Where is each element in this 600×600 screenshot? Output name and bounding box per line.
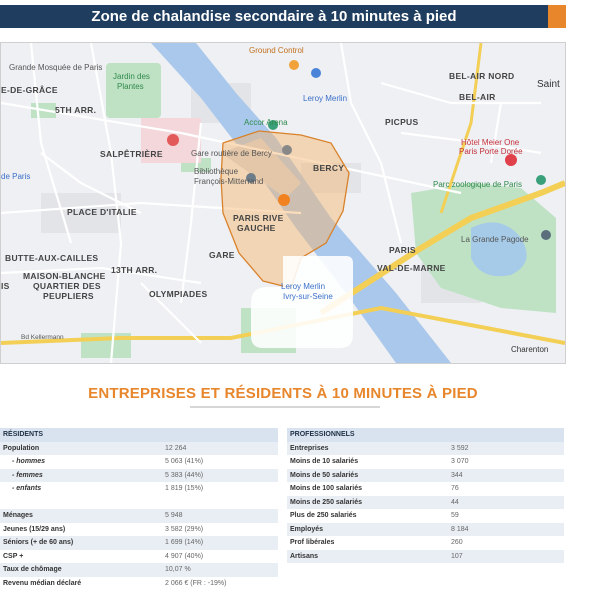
label-grande-pagode: La Grande Pagode [461,235,529,244]
professionnels-table [287,428,564,563]
label-val-de-marne: VAL-DE-MARNE [377,263,446,273]
page-title: Zone de chalandise secondaire à 10 minutes à pied [0,5,548,28]
table-row: Entreprises 3 592 [287,442,564,456]
label-gauche: GAUCHE [237,223,276,233]
table-row: Taux de chômage 10,07 % [0,563,278,577]
label-jardin: Jardin des [113,72,150,81]
table-row: Plus de 250 salariés 59 [290,512,459,520]
label-bel-air-nord: BEL-AIR NORD [449,71,515,81]
residents-table [0,428,278,590]
label-grace: E-DE-GRÂCE [1,85,58,95]
table-row: Moins de 100 salariés 76 [290,485,459,493]
label-parc-zoo: Parc zoologique de Paris [433,180,522,189]
residents-header: RÉSIDENTS [0,428,278,442]
label-saint: Saint [537,79,560,90]
label-leroy-merlin-1: Leroy Merlin [303,94,348,103]
label-5th-arr: 5TH ARR. [55,105,97,115]
table-row [0,496,278,510]
table-row: Moins de 10 salariés 3 070 [290,458,469,466]
title-accent [548,5,566,28]
section-title: ENTREPRISES ET RÉSIDENTS À 10 MINUTES À PIED [88,385,478,402]
label-accor-arena: Accor Arena [244,118,288,127]
table-row: Prof libérales 260 [290,539,463,547]
label-leroy-merlin-2: Leroy Merlin [281,282,326,291]
label-gare: GARE [209,250,235,260]
label-place-italie: PLACE D'ITALIE [67,207,137,217]
label-hotel-2: Paris Porte Dorée [459,147,523,156]
label-bercy: BERCY [313,163,345,173]
label-grande-mosquee: Grande Mosquée de Paris [9,63,103,72]
label-13th-arr: 13TH ARR. [111,265,158,275]
table-row: - femmes 5 383 (44%) [0,469,278,483]
label-de-paris: de Paris [1,172,31,181]
table-row: Moins de 50 salariés 344 [287,469,564,483]
table-row: CSP + 4 907 (40%) [3,552,204,560]
label-olympiades: OLYMPIADES [149,289,208,299]
table-row: Moins de 250 salariés 44 [287,496,564,510]
table-row: Population 12 264 [0,442,278,456]
label-bibliotheque: Bibliothèque [194,167,239,176]
label-kellermann: Bd Kellermann [21,334,64,341]
label-paris: PARIS [389,245,416,255]
label-picpus: PICPUS [385,117,419,127]
table-row: Ménages 5 948 [0,509,278,523]
label-is: IS [1,281,10,291]
label-gare-routiere: Gare routière de Bercy [191,149,272,158]
professionnels-header: PROFESSIONNELS [287,428,564,442]
label-butte-aux-cailles: BUTTE-AUX-CAILLES [5,253,99,263]
label-francois-mitterrand: François-Mitterrand [194,177,264,186]
table-row: Séniors (+ de 60 ans) 1 699 (14%) [0,536,278,550]
label-ground-control: Ground Control [249,46,304,55]
label-bel-air: BEL-AIR [459,92,496,102]
label-charenton: Charenton [511,345,549,354]
table-row: Artisans 107 [287,550,564,564]
table-row: Employés 8 184 [287,523,564,537]
label-quartier-des: QUARTIER DES [33,281,101,291]
table-row: - enfants 1 819 (15%) [12,485,204,493]
label-maison-blanche: MAISON-BLANCHE [23,271,106,281]
label-hotel-1: Hôtel Meier One [461,138,520,147]
label-paris-rive: PARIS RIVE [233,213,284,223]
label-salpetriere: SALPÊTRIÈRE [100,149,163,159]
table-row: Jeunes (15/29 ans) 3 582 (29%) [3,525,204,533]
table-row: - hommes 5 063 (41%) [12,458,204,466]
label-ivry-sur-seine: Ivry-sur-Seine [283,292,333,301]
label-peupliers: PEUPLIERS [43,291,94,301]
label-jardin-plantes: Plantes [117,82,144,91]
map-view[interactable] [0,42,566,364]
section-divider [190,406,380,408]
table-row: Revenu médian déclaré 2 066 € (FR : -19%) [3,579,227,587]
